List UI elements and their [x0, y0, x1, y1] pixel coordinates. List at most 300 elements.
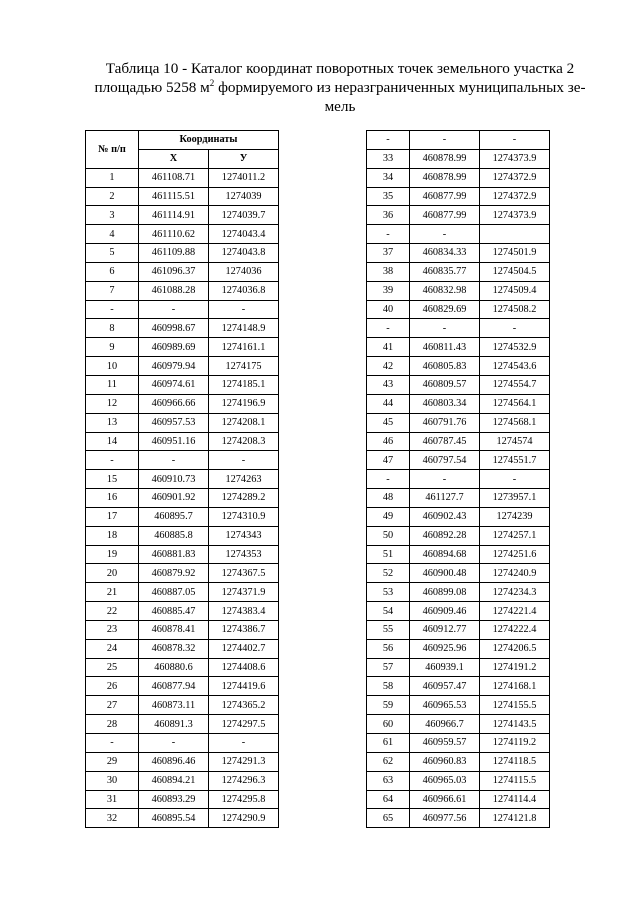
cell-y: 1274365.2	[209, 696, 279, 715]
cell-point-number: 21	[86, 583, 139, 602]
table-row	[86, 752, 279, 771]
cell-point-number: 28	[86, 715, 139, 734]
cell-x: 460878.32	[139, 639, 209, 658]
table-row	[367, 357, 550, 376]
table-row	[367, 752, 550, 771]
cell-y: 1274564.1	[480, 394, 550, 413]
cell-y: 1274222.4	[480, 620, 550, 639]
table-row	[367, 206, 550, 225]
cell-point-number: 12	[86, 394, 139, 413]
cell-y: 1274408.6	[209, 658, 279, 677]
cell-y: -	[209, 734, 279, 753]
cell-y: 1274353	[209, 545, 279, 564]
cell-x: -	[410, 131, 480, 150]
cell-point-number: 36	[367, 206, 410, 225]
cell-y: 1274208.3	[209, 432, 279, 451]
cell-y: 1274291.3	[209, 752, 279, 771]
cell-y: 1274011.2	[209, 168, 279, 187]
cell-y: 1274257.1	[480, 526, 550, 545]
table-row	[367, 677, 550, 696]
cell-y: 1274191.2	[480, 658, 550, 677]
cell-y: 1274263	[209, 470, 279, 489]
cell-x: 461088.28	[139, 281, 209, 300]
table-row	[367, 734, 550, 753]
cell-x: 460925.96	[410, 639, 480, 658]
cell-x: 460878.99	[410, 168, 480, 187]
table-row	[367, 790, 550, 809]
cell-y: -	[480, 319, 550, 338]
cell-point-number: 49	[367, 507, 410, 526]
cell-x: 460910.73	[139, 470, 209, 489]
cell-x: 460901.92	[139, 489, 209, 508]
cell-x: 461127.7	[410, 489, 480, 508]
table-row	[367, 620, 550, 639]
cell-y: 1274402.7	[209, 639, 279, 658]
table-row	[86, 658, 279, 677]
table-row	[367, 602, 550, 621]
cell-x: 460797.54	[410, 451, 480, 470]
cell-x: 460909.46	[410, 602, 480, 621]
cell-x: 460878.99	[410, 149, 480, 168]
cell-point-number: 62	[367, 752, 410, 771]
table-row	[367, 809, 550, 828]
cell-point-number: 19	[86, 545, 139, 564]
cell-point-number: 55	[367, 620, 410, 639]
cell-point-number: -	[86, 451, 139, 470]
table-row	[367, 564, 550, 583]
cell-point-number: -	[367, 470, 410, 489]
cell-x: 460877.94	[139, 677, 209, 696]
cell-point-number: 38	[367, 262, 410, 281]
cell-y: 1274185.1	[209, 375, 279, 394]
cell-y: 1274373.9	[480, 149, 550, 168]
cell-point-number: -	[367, 131, 410, 150]
table-row	[86, 489, 279, 508]
cell-point-number: 39	[367, 281, 410, 300]
cell-x: 460895.54	[139, 809, 209, 828]
cell-x: 460894.21	[139, 771, 209, 790]
table-row	[86, 715, 279, 734]
cell-point-number: 63	[367, 771, 410, 790]
cell-x: -	[139, 451, 209, 470]
cell-point-number: 59	[367, 696, 410, 715]
cell-point-number: 48	[367, 489, 410, 508]
cell-point-number: 6	[86, 262, 139, 281]
cell-point-number: 46	[367, 432, 410, 451]
coordinates-table-left	[85, 130, 279, 828]
table-header-row	[86, 131, 279, 150]
cell-y: 1274508.2	[480, 300, 550, 319]
cell-x: 460885.8	[139, 526, 209, 545]
cell-point-number: 43	[367, 375, 410, 394]
cell-point-number: 24	[86, 639, 139, 658]
table-row	[86, 677, 279, 696]
cell-point-number: 50	[367, 526, 410, 545]
cell-y: 1274551.7	[480, 451, 550, 470]
cell-point-number: 14	[86, 432, 139, 451]
cell-y: -	[480, 470, 550, 489]
table-row	[86, 375, 279, 394]
cell-y: 1274239	[480, 507, 550, 526]
cell-x: 460966.61	[410, 790, 480, 809]
cell-x: -	[410, 470, 480, 489]
left-table-body	[86, 168, 279, 828]
table-row	[86, 357, 279, 376]
cell-x: 460879.92	[139, 564, 209, 583]
cell-y: 1274155.5	[480, 696, 550, 715]
cell-point-number: 9	[86, 338, 139, 357]
cell-y: 1274372.9	[480, 168, 550, 187]
cell-point-number: 57	[367, 658, 410, 677]
cell-x: 460832.98	[410, 281, 480, 300]
title-line-2-start: площадью 5258 м	[94, 79, 210, 96]
cell-point-number: 1	[86, 168, 139, 187]
cell-point-number: 64	[367, 790, 410, 809]
cell-y: 1274114.4	[480, 790, 550, 809]
cell-y: -	[209, 300, 279, 319]
table-row	[367, 262, 550, 281]
cell-point-number: -	[86, 300, 139, 319]
cell-x: 461096.37	[139, 262, 209, 281]
right-table-body	[367, 131, 550, 828]
cell-y: 1274419.6	[209, 677, 279, 696]
cell-y: 1274386.7	[209, 620, 279, 639]
cell-y: 1274532.9	[480, 338, 550, 357]
cell-point-number: 23	[86, 620, 139, 639]
table-row	[86, 432, 279, 451]
title-line-3: мель	[324, 98, 356, 115]
table-row	[86, 507, 279, 526]
cell-y: 1274036	[209, 262, 279, 281]
cell-x: 460893.29	[139, 790, 209, 809]
cell-x: 460809.57	[410, 375, 480, 394]
cell-x: 460880.6	[139, 658, 209, 677]
cell-x: 460887.05	[139, 583, 209, 602]
cell-y: 1273957.1	[480, 489, 550, 508]
table-row	[367, 526, 550, 545]
cell-y: 1274373.9	[480, 206, 550, 225]
cell-x: 460878.41	[139, 620, 209, 639]
cell-y: 1274118.5	[480, 752, 550, 771]
cell-point-number: 37	[367, 244, 410, 263]
table-row	[367, 187, 550, 206]
cell-y: 1274208.1	[209, 413, 279, 432]
table-row	[367, 338, 550, 357]
cell-x: 460912.77	[410, 620, 480, 639]
table-row	[86, 187, 279, 206]
cell-y: 1274036.8	[209, 281, 279, 300]
table-row	[86, 771, 279, 790]
cell-x: 460966.66	[139, 394, 209, 413]
header-y: У	[209, 149, 279, 168]
cell-point-number: 65	[367, 809, 410, 828]
cell-x: 460951.16	[139, 432, 209, 451]
cell-x: 460829.69	[410, 300, 480, 319]
cell-point-number: 29	[86, 752, 139, 771]
table-row	[367, 168, 550, 187]
cell-x: 460902.43	[410, 507, 480, 526]
header-number: № п/п	[86, 131, 139, 169]
cell-point-number: 4	[86, 225, 139, 244]
table-row	[86, 696, 279, 715]
table-row	[367, 375, 550, 394]
table-row	[86, 470, 279, 489]
table-row	[367, 470, 550, 489]
cell-point-number: 10	[86, 357, 139, 376]
table-row	[367, 131, 550, 150]
cell-x: 460891.3	[139, 715, 209, 734]
cell-point-number: 13	[86, 413, 139, 432]
table-row	[86, 168, 279, 187]
cell-y: 1274501.9	[480, 244, 550, 263]
table-row	[86, 620, 279, 639]
table-row	[86, 394, 279, 413]
table-row	[86, 206, 279, 225]
cell-point-number: 16	[86, 489, 139, 508]
table-row	[367, 394, 550, 413]
table-row	[86, 319, 279, 338]
table-row	[367, 545, 550, 564]
cell-point-number: 42	[367, 357, 410, 376]
cell-point-number: 20	[86, 564, 139, 583]
cell-y: 1274297.5	[209, 715, 279, 734]
cell-y: 1274290.9	[209, 809, 279, 828]
cell-x: 460896.46	[139, 752, 209, 771]
cell-point-number: 5	[86, 244, 139, 263]
cell-y: 1274543.6	[480, 357, 550, 376]
cell-x: 460787.45	[410, 432, 480, 451]
cell-x: 460989.69	[139, 338, 209, 357]
cell-y: 1274168.1	[480, 677, 550, 696]
cell-point-number: 3	[86, 206, 139, 225]
table-row	[367, 507, 550, 526]
cell-x: 461109.88	[139, 244, 209, 263]
table-row	[367, 658, 550, 677]
cell-y: 1274251.6	[480, 545, 550, 564]
title-line-2-superscript: 2	[209, 77, 215, 88]
cell-x: 460899.08	[410, 583, 480, 602]
cell-y: 1274574	[480, 432, 550, 451]
cell-x: 461108.71	[139, 168, 209, 187]
cell-y: 1274504.5	[480, 262, 550, 281]
cell-point-number: 7	[86, 281, 139, 300]
cell-point-number: 18	[86, 526, 139, 545]
cell-x: 460791.76	[410, 413, 480, 432]
table-row	[367, 244, 550, 263]
cell-y: 1274221.4	[480, 602, 550, 621]
cell-point-number: 60	[367, 715, 410, 734]
cell-x: 460873.11	[139, 696, 209, 715]
cell-x: 460960.83	[410, 752, 480, 771]
cell-x: 460979.94	[139, 357, 209, 376]
table-row	[367, 696, 550, 715]
cell-point-number: -	[367, 319, 410, 338]
table-row	[86, 262, 279, 281]
cell-x: 460957.47	[410, 677, 480, 696]
cell-point-number: 15	[86, 470, 139, 489]
cell-x: 460835.77	[410, 262, 480, 281]
cell-point-number: 34	[367, 168, 410, 187]
cell-point-number: 61	[367, 734, 410, 753]
cell-y	[480, 225, 550, 244]
cell-y: 1274367.5	[209, 564, 279, 583]
cell-x: 460974.61	[139, 375, 209, 394]
table-row	[86, 225, 279, 244]
table-row	[367, 451, 550, 470]
cell-y: 1274234.3	[480, 583, 550, 602]
cell-x: 460881.83	[139, 545, 209, 564]
table-row	[86, 790, 279, 809]
cell-y: 1274568.1	[480, 413, 550, 432]
table-row	[367, 149, 550, 168]
cell-x: 460895.7	[139, 507, 209, 526]
cell-point-number: 58	[367, 677, 410, 696]
cell-x: 460892.28	[410, 526, 480, 545]
cell-x: 461110.62	[139, 225, 209, 244]
cell-point-number: 51	[367, 545, 410, 564]
cell-y: 1274039	[209, 187, 279, 206]
cell-y: 1274119.2	[480, 734, 550, 753]
cell-point-number: 30	[86, 771, 139, 790]
cell-y: 1274240.9	[480, 564, 550, 583]
cell-x: 460965.03	[410, 771, 480, 790]
cell-point-number: 8	[86, 319, 139, 338]
table-row	[86, 300, 279, 319]
cell-point-number: 33	[367, 149, 410, 168]
table-row	[86, 734, 279, 753]
table-row	[367, 639, 550, 658]
cell-y: 1274115.5	[480, 771, 550, 790]
cell-y: 1274296.3	[209, 771, 279, 790]
cell-y: 1274043.8	[209, 244, 279, 263]
table-row	[367, 489, 550, 508]
cell-y: 1274043.4	[209, 225, 279, 244]
cell-x: -	[139, 734, 209, 753]
cell-y: 1274289.2	[209, 489, 279, 508]
cell-point-number: 41	[367, 338, 410, 357]
cell-x: 460885.47	[139, 602, 209, 621]
cell-x: 460965.53	[410, 696, 480, 715]
table-row	[367, 300, 550, 319]
cell-x: 460977.56	[410, 809, 480, 828]
cell-point-number: 2	[86, 187, 139, 206]
cell-point-number: 40	[367, 300, 410, 319]
table-row	[86, 526, 279, 545]
table-row	[367, 225, 550, 244]
header-x: Х	[139, 149, 209, 168]
cell-x: 460805.83	[410, 357, 480, 376]
cell-y: 1274196.9	[209, 394, 279, 413]
table-row	[367, 432, 550, 451]
table-row	[86, 602, 279, 621]
cell-x: -	[139, 300, 209, 319]
table-row	[367, 771, 550, 790]
cell-y: 1274343	[209, 526, 279, 545]
cell-y: 1274175	[209, 357, 279, 376]
table-row	[86, 451, 279, 470]
cell-x: 460811.43	[410, 338, 480, 357]
cell-point-number: 32	[86, 809, 139, 828]
table-row	[86, 338, 279, 357]
cell-x: 461115.51	[139, 187, 209, 206]
cell-point-number: 25	[86, 658, 139, 677]
cell-point-number: 26	[86, 677, 139, 696]
page-title	[90, 59, 590, 116]
cell-x: 460894.68	[410, 545, 480, 564]
cell-x: -	[410, 319, 480, 338]
cell-x: 460957.53	[139, 413, 209, 432]
table-row	[367, 319, 550, 338]
cell-y: 1274509.4	[480, 281, 550, 300]
cell-x: 460966.7	[410, 715, 480, 734]
table-row	[86, 809, 279, 828]
cell-y: 1274206.5	[480, 639, 550, 658]
cell-x: 460834.33	[410, 244, 480, 263]
table-row	[86, 244, 279, 263]
cell-y: -	[209, 451, 279, 470]
table-row	[86, 564, 279, 583]
table-row	[86, 545, 279, 564]
cell-point-number: 56	[367, 639, 410, 658]
cell-point-number: -	[86, 734, 139, 753]
cell-x: -	[410, 225, 480, 244]
cell-y: 1274039.7	[209, 206, 279, 225]
table-row	[86, 583, 279, 602]
cell-point-number: 53	[367, 583, 410, 602]
table-row	[367, 281, 550, 300]
cell-y: -	[480, 131, 550, 150]
cell-x: 461114.91	[139, 206, 209, 225]
cell-point-number: 22	[86, 602, 139, 621]
title-line-2	[90, 78, 590, 97]
cell-point-number: 52	[367, 564, 410, 583]
title-line-1: Таблица 10 - Каталог координат поворотных точек земельного участка 2	[105, 60, 575, 77]
table-row	[367, 583, 550, 602]
cell-y: 1274121.8	[480, 809, 550, 828]
table-row	[86, 413, 279, 432]
coordinates-table-right	[366, 130, 550, 828]
cell-y: 1274383.4	[209, 602, 279, 621]
cell-y: 1274143.5	[480, 715, 550, 734]
cell-point-number: 27	[86, 696, 139, 715]
cell-y: 1274554.7	[480, 375, 550, 394]
cell-y: 1274161.1	[209, 338, 279, 357]
cell-x: 460959.57	[410, 734, 480, 753]
cell-x: 460803.34	[410, 394, 480, 413]
cell-x: 460939.1	[410, 658, 480, 677]
header-coordinates: Координаты	[139, 131, 279, 150]
cell-y: 1274371.9	[209, 583, 279, 602]
cell-x: 460900.48	[410, 564, 480, 583]
cell-point-number: 17	[86, 507, 139, 526]
cell-y: 1274148.9	[209, 319, 279, 338]
cell-x: 460998.67	[139, 319, 209, 338]
cell-point-number: 44	[367, 394, 410, 413]
table-row	[367, 413, 550, 432]
cell-point-number: 54	[367, 602, 410, 621]
cell-y: 1274295.8	[209, 790, 279, 809]
table-row	[86, 281, 279, 300]
cell-point-number: 47	[367, 451, 410, 470]
cell-point-number: 31	[86, 790, 139, 809]
table-row	[367, 715, 550, 734]
cell-point-number: 11	[86, 375, 139, 394]
cell-y: 1274310.9	[209, 507, 279, 526]
cell-point-number: -	[367, 225, 410, 244]
title-line-2-end: формируемого из неразграниченных муниципальных зе-	[214, 79, 586, 96]
cell-y: 1274372.9	[480, 187, 550, 206]
cell-x: 460877.99	[410, 206, 480, 225]
